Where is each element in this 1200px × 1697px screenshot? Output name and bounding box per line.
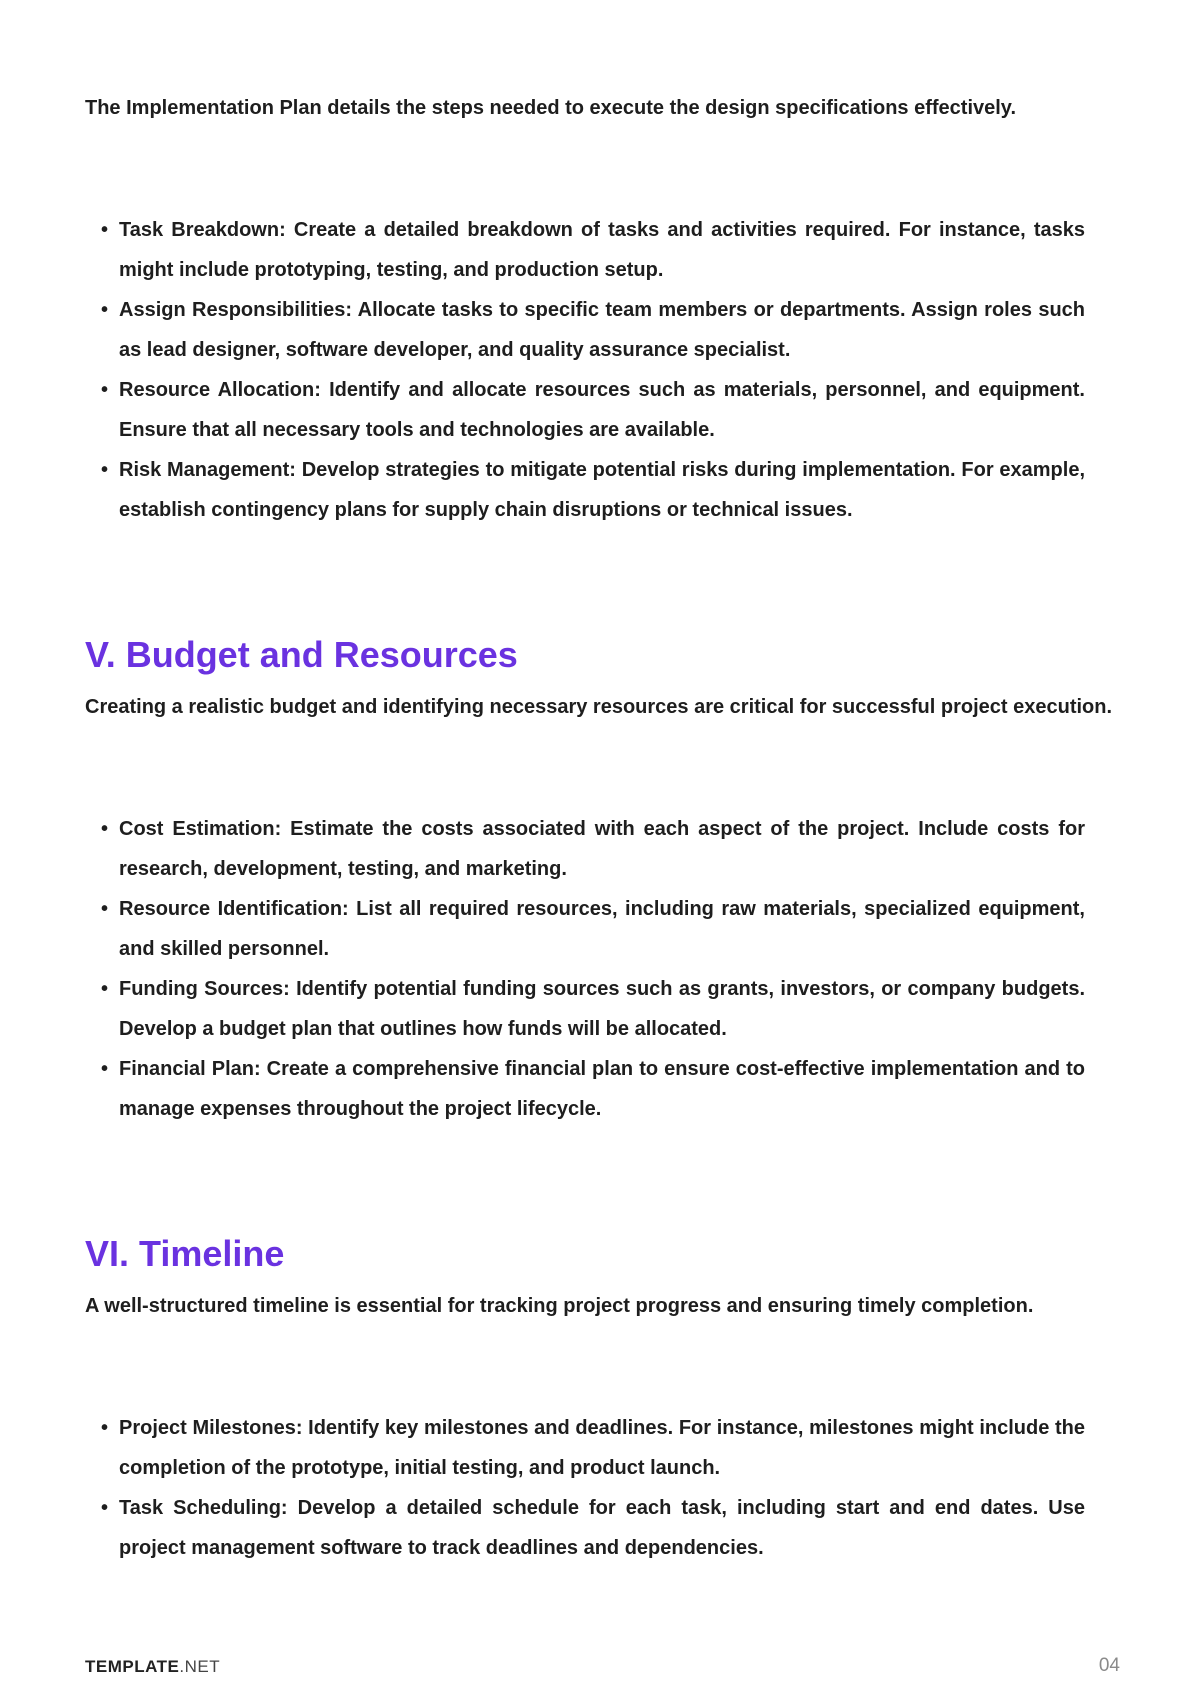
budget-intro: Creating a realistic budget and identifying necessary resources are critical for successful project execution.: [85, 696, 1113, 718]
list-item: • Assign Responsibilities: Allocate tasks to specific team members or departments. Assign roles such as lead designer, software developer, and quality assurance specialist.: [119, 290, 1085, 370]
timeline-intro: A well-structured timeline is essential for tracking project progress and ensuring timely completion.: [85, 1295, 1034, 1317]
list-item: • Financial Plan: Create a comprehensive financial plan to ensure cost-effective implementation and to manage expenses throughout the project lifecycle.: [119, 1049, 1085, 1129]
list-item: • Project Milestones: Identify key milestones and deadlines. For instance, milestones might include the completion of the prototype, initial testing, and product launch.: [119, 1408, 1085, 1488]
budget-list: [85, 809, 1085, 1129]
list-item: • Funding Sources: Identify potential funding sources such as grants, investors, or company budgets. Develop a budget plan that outlines how funds will be allocated.: [119, 969, 1085, 1049]
bullet-icon: •: [101, 978, 109, 1000]
page-content: [85, 88, 1120, 1568]
bullet-icon: •: [101, 299, 109, 321]
page-footer: [85, 1657, 1120, 1681]
bullet-icon: •: [101, 379, 109, 401]
bullet-icon: •: [101, 1497, 109, 1519]
section-title-budget: V. Budget and Resources: [85, 634, 518, 675]
list-item: • Cost Estimation: Estimate the costs associated with each aspect of the project. Include costs for research, development, testing, and marketing.: [119, 809, 1085, 889]
bullet-icon: •: [101, 219, 109, 241]
list-item: • Task Scheduling: Develop a detailed schedule for each task, including start and end dates. Use project management software to track deadlines and dependencies.: [119, 1488, 1085, 1568]
brand-logo[interactable]: TEMPLATE.NET: [85, 1657, 221, 1676]
bullet-icon: •: [101, 818, 109, 840]
implementation-intro: The Implementation Plan details the steps needed to execute the design specifications effectively.: [85, 97, 1016, 119]
list-item: • Resource Allocation: Identify and allocate resources such as materials, personnel, and equipment. Ensure that all necessary tools and technologies are available.: [119, 370, 1085, 450]
timeline-list: [85, 1408, 1085, 1568]
list-item: • Task Breakdown: Create a detailed breakdown of tasks and activities required. For instance, tasks might include prototyping, testing, and production setup.: [119, 210, 1085, 290]
bullet-icon: •: [101, 1417, 109, 1439]
list-item: • Risk Management: Develop strategies to mitigate potential risks during implementation. For example, establish contingency plans for supply chain disruptions or technical issues.: [119, 450, 1085, 530]
bullet-icon: •: [101, 1058, 109, 1080]
implementation-list: [85, 210, 1085, 530]
bullet-icon: •: [101, 898, 109, 920]
page-number: 04: [1098, 1655, 1120, 1676]
bullet-icon: •: [101, 459, 109, 481]
section-title-timeline: VI. Timeline: [85, 1233, 285, 1274]
list-item: • Resource Identification: List all required resources, including raw materials, specialized equipment, and skilled personnel.: [119, 889, 1085, 969]
